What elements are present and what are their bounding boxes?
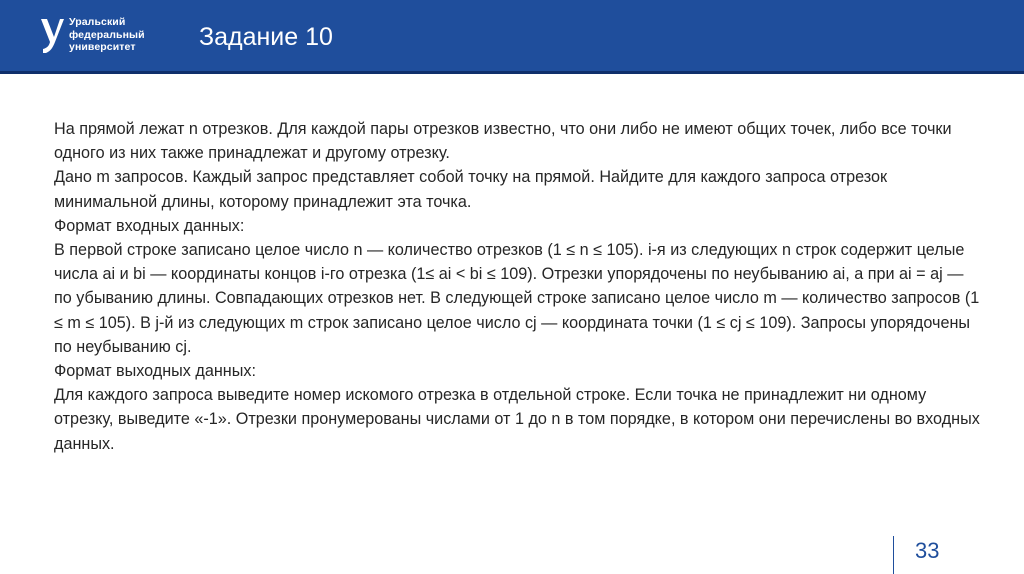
slide-header xyxy=(0,0,1024,74)
heading-input-format: Формат входных данных: xyxy=(54,216,245,235)
heading-output-format: Формат выходных данных: xyxy=(54,362,256,381)
logo-line-2: федеральный xyxy=(69,28,145,41)
page-number: 33 xyxy=(915,538,940,563)
footer-divider xyxy=(893,536,894,574)
task-description xyxy=(54,117,984,456)
paragraph-queries: Дано m запросов. Каждый запрос представляет собой точку на прямой. Найдите для каждого запроса отрезок минимальной длины, которому принадлежит эта точка. xyxy=(54,168,888,211)
logo-line-1: Уральский xyxy=(69,16,126,28)
university-logo xyxy=(38,15,168,59)
slide-title: Задание 10 xyxy=(199,23,333,51)
logo-line-3: университет xyxy=(69,41,136,53)
paragraph-problem-statement: На прямой лежат n отрезков. Для каждой пары отрезков известно, что они либо не имеют общих точек, либо все точки одного из них также принадлежат и другому отрезку. xyxy=(54,120,952,163)
paragraph-input-format: В первой строке записано целое число n — количество отрезков (1 ≤ n ≤ 105). i-я из следующих n строк содержит целые числа ai и bi — координаты концов i-го отрезка (1≤ ai < bi ≤ 109). Отрезки упорядочены по неубыванию ai, а при ai = aj — по убыванию длины. Совпадающих отрезков нет. В следующей строке записано целое число m — количество запросов (1 ≤ m ≤ 105). В j-й из следующих m строк записано целое число cj — координата точки (1 ≤ cj ≤ 109). Запросы упорядочены по неубыванию cj. xyxy=(54,241,980,356)
logo-text xyxy=(69,16,145,54)
paragraph-output-format: Для каждого запроса выведите номер искомого отрезка в отдельной строке. Если точка не принадлежит ни одному отрезку, выведите «-1». Отрезки пронумерованы числами от 1 до n в том порядке, в котором они перечислены во входных данных. xyxy=(54,386,980,453)
urfu-logo-icon xyxy=(38,15,64,57)
